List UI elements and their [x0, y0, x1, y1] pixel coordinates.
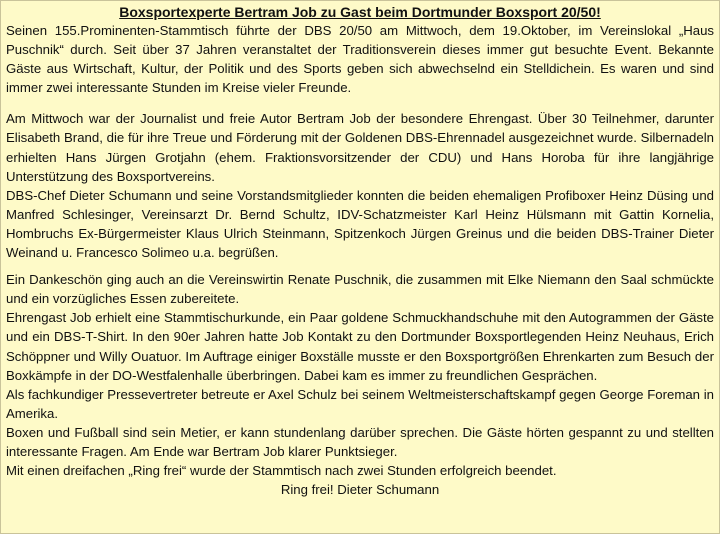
spacer — [6, 97, 714, 109]
paragraph-gifts: Ehrengast Job erhielt eine Stammtischurkunde, ein Paar goldene Schmuckhandschuhe mit den Autogrammen der Gäste und ein DBS-T-Shirt. In den 90er Jahren hatte Job Kontakt zu den Dortmunder Boxsportlegenden Heinz Neuhaus, Erich Schöppner und Willy Ouatuor. Im Auftrage einiger Boxställe musste er den Boxsportgrößen Ehrenkarten zum Besuch der Boxkämpfe in der DO-Westfalenhalle überbringen. Dabei kam es immer zu freundlichen Gesprächen. — [6, 310, 714, 383]
paragraph-guest-of-honor: Am Mittwoch war der Journalist und freie Autor Bertram Job der besondere Ehrengast. Über 30 Teilnehmer, darunter Elisabeth Brand, die für ihre Treue und Förderung mit der Goldenen DBS-Ehrennadel ausgezeichnet wurde. Silbernadeln erhielten Hans Jürgen Grotjahn (ehem. Fraktionsvorsitzender der CDU) und Hans Horoba für ihre langjährige Unterstützung des Boxsportvereins. — [6, 111, 714, 184]
paragraph-closing: Mit einen dreifachen „Ring frei“ wurde der Stammtisch nach zwei Stunden erfolgreich beendet. — [6, 463, 557, 479]
article-title: Boxsportexperte Bertram Job zu Gast beim Dortmunder Boxsport 20/50! — [119, 4, 601, 20]
paragraph-attendees: DBS-Chef Dieter Schumann und seine Vorstandsmitglieder konnten die beiden ehemaligen Profiboxer Heinz Düsing und Manfred Schlesinger, Vereinsarzt Dr. Bernd Schultz, IDV-Schatzmeister Karl Heinz Hülsmann mit Gattin Kornelia, Hombruchs Ex-Bürgermeister Klaus Ulrich Steinmann, Spitzenkoch Jürgen Greinus und die beiden DBS-Trainer Dieter Weinand u. Francesco Solimeo u.a. begrüßen. — [6, 187, 714, 261]
spacer — [6, 262, 714, 270]
signature: Ring frei! Dieter Schumann — [280, 482, 440, 498]
paragraph-press: Als fachkundiger Pressevertreter betreute er Axel Schulz bei seinem Weltmeisterschaftskampf gegen George Foreman in Amerika. — [6, 386, 714, 421]
paragraph-thanks: Ein Dankeschön ging auch an die Vereinswirtin Renate Puschnik, die zusammen mit Elke Niemann den Saal schmückte und ein vorzügliches Essen zubereitete. — [6, 272, 714, 307]
paragraph-expertise: Boxen und Fußball sind sein Metier, er kann stundenlang darüber sprechen. Die Gäste hörten gespannt zu und stellten interessante Fragen. Am Ende war Bertram Job klarer Punktsieger. — [6, 424, 714, 459]
paragraph-intro: Seinen 155.Prominenten-Stammtisch führte der DBS 20/50 am Mittwoch, dem 19.Oktober, im Vereinslokal „Haus Puschnik“ durch. Seit über 37 Jahren veranstaltet der Traditionsverein dieses immer gut besuchte Event. Bekannte Gäste aus Wirtschaft, Kultur, der Politik und des Sports geben sich abwechselnd ein Stelldichein. Es waren und sind immer zwei interessante Stunden im Kreise vieler Freunde. — [6, 23, 714, 96]
